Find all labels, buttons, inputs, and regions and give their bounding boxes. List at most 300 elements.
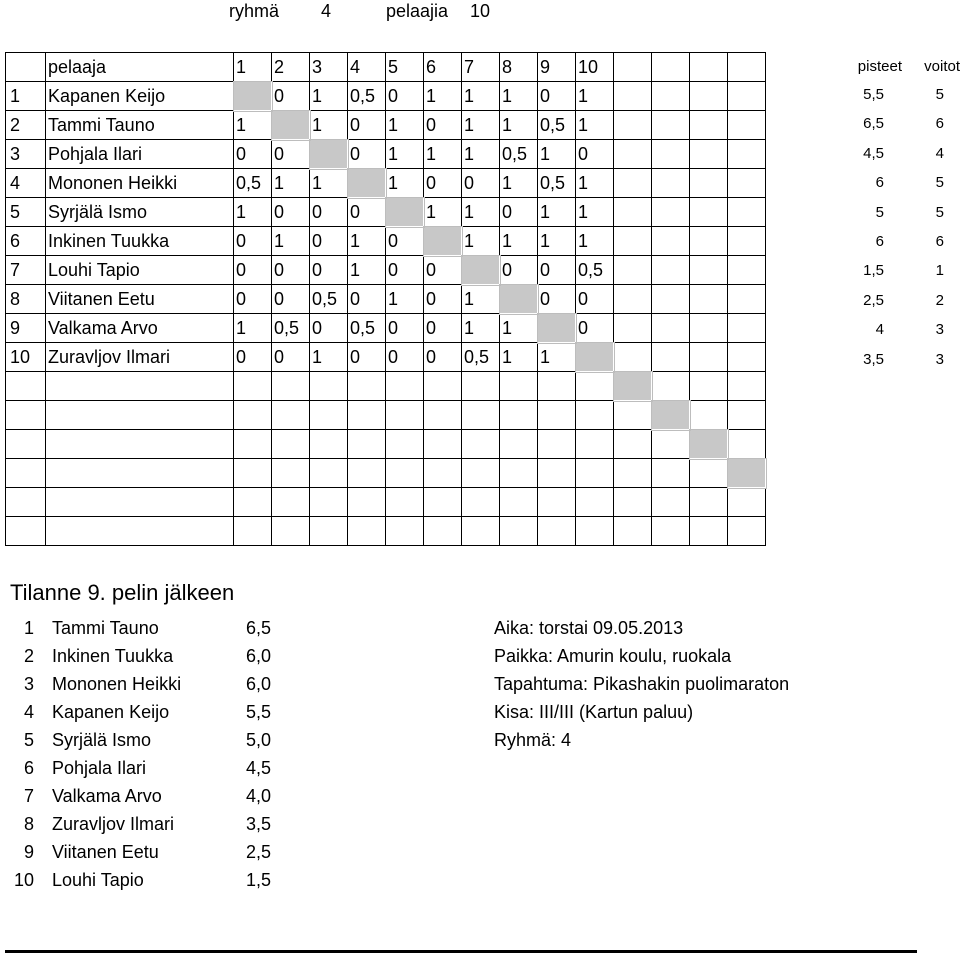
players-label: pelaajia	[386, 1, 449, 21]
empty-cell	[310, 401, 348, 430]
empty-cell	[576, 401, 614, 430]
result-cell: 0,5	[538, 111, 576, 140]
player-number: 4	[6, 169, 46, 198]
result-cell: 1	[234, 314, 272, 343]
player-number: 7	[6, 256, 46, 285]
header-empty-cell	[690, 53, 728, 82]
result-cell: 1	[462, 198, 500, 227]
empty-cell	[46, 459, 234, 488]
table-row	[6, 488, 766, 517]
header-opponent-5: 5	[386, 53, 424, 82]
empty-cell	[576, 430, 614, 459]
standing-name: Kapanen Keijo	[52, 702, 170, 722]
empty-cell	[652, 227, 690, 256]
player-number: 2	[6, 111, 46, 140]
standing-rank: 6	[23, 758, 34, 778]
result-cell: 0,5	[234, 169, 272, 198]
standing-name: Zuravljov Ilmari	[52, 814, 175, 834]
player-number: 1	[6, 82, 46, 111]
standing-rank: 5	[23, 730, 34, 750]
empty-cell	[386, 372, 424, 401]
empty-cell	[462, 517, 500, 546]
empty-cell	[728, 343, 766, 372]
player-name: Syrjälä Ismo	[46, 198, 234, 227]
empty-cell	[614, 430, 652, 459]
result-cell: 0	[538, 256, 576, 285]
empty-cell	[576, 372, 614, 401]
player-number: 3	[6, 140, 46, 169]
empty-cell	[690, 227, 728, 256]
result-cell: 1	[310, 169, 348, 198]
empty-cell	[652, 256, 690, 285]
empty-cell	[728, 314, 766, 343]
diagonal-cell	[652, 401, 690, 430]
result-cell: 1	[462, 285, 500, 314]
result-cell: 1	[424, 198, 462, 227]
player-number: 6	[6, 227, 46, 256]
standing-rank: 4	[23, 702, 34, 722]
empty-cell	[6, 372, 46, 401]
result-cell: 1	[538, 140, 576, 169]
empty-cell	[6, 430, 46, 459]
table-row	[6, 285, 766, 314]
result-cell: 0	[348, 111, 386, 140]
result-cell: 0	[234, 343, 272, 372]
result-cell: 0	[348, 140, 386, 169]
header-opponent-4: 4	[348, 53, 386, 82]
info-group: Ryhmä: 4	[494, 730, 572, 750]
empty-cell	[690, 459, 728, 488]
diagonal-cell	[234, 82, 272, 111]
standing-name: Pohjala Ilari	[52, 758, 147, 778]
info-contest: Kisa: III/III (Kartun paluu)	[494, 702, 694, 722]
result-cell: 1	[386, 111, 424, 140]
points-value: 1,5	[863, 262, 884, 280]
empty-cell	[348, 430, 386, 459]
table-row	[6, 401, 766, 430]
result-cell: 1	[500, 111, 538, 140]
result-cell: 1	[576, 82, 614, 111]
result-cell: 0	[310, 314, 348, 343]
empty-cell	[462, 459, 500, 488]
standing-rank: 10	[13, 870, 34, 890]
empty-cell	[424, 372, 462, 401]
result-cell: 1	[500, 227, 538, 256]
result-cell: 0	[576, 285, 614, 314]
diagonal-cell	[690, 430, 728, 459]
result-cell: 1	[462, 314, 500, 343]
player-name: Pohjala Ilari	[46, 140, 234, 169]
empty-cell	[500, 401, 538, 430]
diagonal-cell	[614, 372, 652, 401]
standing-name: Mononen Heikki	[52, 674, 182, 694]
empty-cell	[614, 459, 652, 488]
empty-cell	[614, 256, 652, 285]
result-cell: 0,5	[538, 169, 576, 198]
result-cell: 0	[272, 140, 310, 169]
empty-cell	[538, 372, 576, 401]
result-cell: 1	[272, 227, 310, 256]
result-cell: 1	[310, 82, 348, 111]
empty-cell	[424, 517, 462, 546]
empty-cell	[652, 314, 690, 343]
wins-value: 4	[935, 144, 944, 162]
result-cell: 1	[424, 82, 462, 111]
result-cell: 0	[310, 227, 348, 256]
result-cell: 0,5	[272, 314, 310, 343]
bottom-rule	[5, 950, 917, 953]
empty-cell	[690, 140, 728, 169]
empty-cell	[538, 488, 576, 517]
empty-cell	[272, 430, 310, 459]
empty-cell	[272, 459, 310, 488]
empty-cell	[690, 401, 728, 430]
result-cell: 1	[576, 111, 614, 140]
empty-cell	[728, 256, 766, 285]
empty-cell	[652, 343, 690, 372]
empty-cell	[652, 488, 690, 517]
result-cell: 0	[386, 227, 424, 256]
standing-rank: 2	[23, 646, 34, 666]
empty-cell	[6, 517, 46, 546]
result-cell: 1	[500, 169, 538, 198]
points-value: 3,5	[863, 350, 884, 368]
table-row	[6, 111, 766, 140]
empty-cell	[46, 430, 234, 459]
empty-cell	[728, 517, 766, 546]
points-value: 4	[875, 321, 884, 339]
standing-name: Viitanen Eetu	[52, 842, 159, 862]
diagonal-cell	[462, 256, 500, 285]
result-cell: 1	[234, 111, 272, 140]
player-number: 5	[6, 198, 46, 227]
empty-cell	[462, 488, 500, 517]
empty-cell	[386, 430, 424, 459]
empty-cell	[424, 430, 462, 459]
standing-rank: 7	[23, 786, 34, 806]
wins-value: 1	[935, 262, 944, 280]
empty-cell	[6, 401, 46, 430]
empty-cell	[310, 372, 348, 401]
points-value: 4,5	[863, 144, 884, 162]
result-cell: 0,5	[310, 285, 348, 314]
wins-value: 3	[935, 321, 944, 339]
empty-cell	[462, 430, 500, 459]
empty-cell	[348, 401, 386, 430]
points-value: 6	[875, 174, 884, 192]
empty-cell	[234, 517, 272, 546]
empty-cell	[310, 430, 348, 459]
result-cell: 0	[234, 256, 272, 285]
empty-cell	[46, 401, 234, 430]
standing-name: Inkinen Tuukka	[52, 646, 174, 666]
empty-cell	[652, 111, 690, 140]
empty-cell	[728, 488, 766, 517]
result-cell: 0	[424, 256, 462, 285]
diagonal-cell	[500, 285, 538, 314]
result-cell: 0	[386, 256, 424, 285]
diagonal-cell	[310, 140, 348, 169]
header-opponent-2: 2	[272, 53, 310, 82]
result-cell: 0	[386, 343, 424, 372]
result-cell: 1	[500, 314, 538, 343]
empty-cell	[310, 517, 348, 546]
empty-cell	[424, 401, 462, 430]
result-cell: 1	[310, 111, 348, 140]
empty-cell	[6, 459, 46, 488]
standing-rank: 8	[23, 814, 34, 834]
empty-cell	[614, 314, 652, 343]
empty-cell	[272, 401, 310, 430]
result-cell: 0	[348, 198, 386, 227]
empty-cell	[690, 198, 728, 227]
empty-cell	[348, 372, 386, 401]
result-cell: 1	[462, 111, 500, 140]
empty-cell	[690, 285, 728, 314]
result-cell: 0	[234, 227, 272, 256]
points-value: 5	[875, 203, 884, 221]
standing-score: 3,5	[246, 814, 272, 834]
group-value: 4	[321, 1, 332, 21]
player-number: 8	[6, 285, 46, 314]
diagonal-cell	[424, 227, 462, 256]
player-number: 9	[6, 314, 46, 343]
wins-value: 6	[935, 233, 944, 250]
standing-score: 6,0	[246, 674, 272, 694]
result-cell: 0	[500, 198, 538, 227]
points-header: pisteet	[857, 58, 902, 75]
empty-cell	[310, 488, 348, 517]
table-row	[6, 430, 766, 459]
crosstable	[5, 52, 766, 546]
empty-cell	[424, 459, 462, 488]
empty-cell	[614, 169, 652, 198]
empty-cell	[728, 140, 766, 169]
empty-cell	[310, 459, 348, 488]
empty-cell	[272, 372, 310, 401]
empty-cell	[728, 198, 766, 227]
standing-score: 2,5	[246, 842, 272, 862]
result-cell: 0	[576, 314, 614, 343]
result-cell: 0,5	[576, 256, 614, 285]
empty-cell	[234, 401, 272, 430]
diagonal-cell	[272, 111, 310, 140]
result-cell: 1	[576, 169, 614, 198]
result-cell: 1	[424, 140, 462, 169]
empty-cell	[728, 169, 766, 198]
empty-cell	[576, 459, 614, 488]
empty-cell	[424, 488, 462, 517]
header-blank-cell	[6, 53, 46, 82]
diagonal-cell	[348, 169, 386, 198]
result-cell: 0,5	[462, 343, 500, 372]
header-opponent-7: 7	[462, 53, 500, 82]
result-cell: 1	[500, 82, 538, 111]
empty-cell	[348, 517, 386, 546]
result-cell: 0,5	[348, 314, 386, 343]
result-cell: 0	[424, 285, 462, 314]
empty-cell	[652, 169, 690, 198]
empty-cell	[500, 459, 538, 488]
empty-cell	[46, 517, 234, 546]
wins-value: 5	[935, 86, 944, 103]
standings-title: Tilanne 9. pelin jälkeen	[10, 580, 235, 605]
empty-cell	[652, 82, 690, 111]
empty-cell	[348, 488, 386, 517]
empty-cell	[46, 488, 234, 517]
points-value: 5,5	[863, 86, 884, 103]
empty-cell	[652, 140, 690, 169]
result-cell: 0	[272, 256, 310, 285]
empty-cell	[46, 372, 234, 401]
empty-cell	[386, 488, 424, 517]
empty-cell	[652, 459, 690, 488]
header-opponent-6: 6	[424, 53, 462, 82]
result-cell: 1	[386, 169, 424, 198]
player-number: 10	[6, 343, 46, 372]
empty-cell	[728, 227, 766, 256]
empty-cell	[652, 517, 690, 546]
empty-cell	[614, 198, 652, 227]
standing-score: 6,0	[246, 646, 272, 666]
table-row	[6, 459, 766, 488]
wins-value: 6	[935, 115, 944, 133]
header-opponent-3: 3	[310, 53, 348, 82]
table-row	[6, 227, 766, 256]
empty-cell	[614, 140, 652, 169]
empty-cell	[386, 401, 424, 430]
empty-cell	[728, 372, 766, 401]
result-cell: 1	[538, 227, 576, 256]
player-name: Inkinen Tuukka	[46, 227, 234, 256]
result-cell: 0	[538, 285, 576, 314]
result-cell: 0	[234, 285, 272, 314]
header-opponent-10: 10	[576, 53, 614, 82]
wins-value: 5	[935, 203, 944, 221]
diagonal-cell	[576, 343, 614, 372]
empty-cell	[690, 343, 728, 372]
wins-value: 3	[935, 350, 944, 368]
empty-cell	[614, 111, 652, 140]
empty-cell	[348, 459, 386, 488]
table-row	[6, 140, 766, 169]
header-opponent-1: 1	[234, 53, 272, 82]
player-name: Zuravljov Ilmari	[46, 343, 234, 372]
result-cell: 1	[576, 198, 614, 227]
player-name: Valkama Arvo	[46, 314, 234, 343]
empty-cell	[690, 82, 728, 111]
empty-cell	[500, 488, 538, 517]
table-row	[6, 82, 766, 111]
empty-cell	[538, 401, 576, 430]
empty-cell	[728, 111, 766, 140]
points-value: 6	[875, 233, 884, 250]
empty-cell	[690, 169, 728, 198]
empty-cell	[234, 459, 272, 488]
empty-cell	[234, 372, 272, 401]
players-value: 10	[470, 1, 491, 21]
empty-cell	[652, 430, 690, 459]
result-cell: 0,5	[500, 140, 538, 169]
result-cell: 0	[462, 169, 500, 198]
diagonal-cell	[728, 459, 766, 488]
result-cell: 0	[424, 169, 462, 198]
result-cell: 0	[424, 314, 462, 343]
table-row	[6, 256, 766, 285]
result-cell: 0,5	[348, 82, 386, 111]
empty-cell	[728, 430, 766, 459]
empty-cell	[614, 285, 652, 314]
table-row	[6, 314, 766, 343]
empty-cell	[728, 401, 766, 430]
empty-cell	[614, 227, 652, 256]
empty-cell	[728, 82, 766, 111]
result-cell: 1	[462, 82, 500, 111]
result-cell: 0	[348, 285, 386, 314]
standing-name: Syrjälä Ismo	[52, 730, 152, 750]
result-cell: 0	[348, 343, 386, 372]
empty-cell	[462, 372, 500, 401]
result-cell: 1	[310, 343, 348, 372]
empty-cell	[614, 401, 652, 430]
standing-score: 6,5	[246, 618, 272, 638]
result-cell: 1	[538, 198, 576, 227]
header-empty-cell	[614, 53, 652, 82]
header-opponent-9: 9	[538, 53, 576, 82]
standing-score: 5,0	[246, 730, 272, 750]
empty-cell	[652, 285, 690, 314]
result-cell: 0	[576, 140, 614, 169]
player-name: Louhi Tapio	[46, 256, 234, 285]
result-cell: 0	[424, 343, 462, 372]
result-cell: 1	[462, 227, 500, 256]
diagonal-cell	[386, 198, 424, 227]
result-cell: 0	[272, 198, 310, 227]
diagonal-cell	[538, 314, 576, 343]
table-header-row	[6, 53, 766, 82]
player-name: Mononen Heikki	[46, 169, 234, 198]
wins-header: voitot	[924, 58, 960, 75]
result-cell: 0	[500, 256, 538, 285]
result-cell: 1	[462, 140, 500, 169]
empty-cell	[6, 488, 46, 517]
result-cell: 0	[272, 343, 310, 372]
empty-cell	[386, 517, 424, 546]
empty-cell	[272, 488, 310, 517]
info-place: Paikka: Amurin koulu, ruokala	[494, 646, 732, 666]
empty-cell	[386, 459, 424, 488]
result-cell: 1	[272, 169, 310, 198]
standing-rank: 1	[23, 618, 34, 638]
empty-cell	[272, 517, 310, 546]
empty-cell	[614, 343, 652, 372]
points-value: 6,5	[863, 115, 884, 133]
header-opponent-8: 8	[500, 53, 538, 82]
result-cell: 1	[386, 285, 424, 314]
empty-cell	[728, 285, 766, 314]
empty-cell	[614, 517, 652, 546]
result-cell: 1	[348, 256, 386, 285]
empty-cell	[576, 517, 614, 546]
empty-cell	[652, 372, 690, 401]
empty-cell	[690, 488, 728, 517]
empty-cell	[234, 488, 272, 517]
result-cell: 1	[500, 343, 538, 372]
result-cell: 0	[538, 82, 576, 111]
standing-score: 1,5	[246, 870, 272, 890]
standing-rank: 9	[23, 842, 34, 862]
group-label: ryhmä	[229, 1, 280, 21]
